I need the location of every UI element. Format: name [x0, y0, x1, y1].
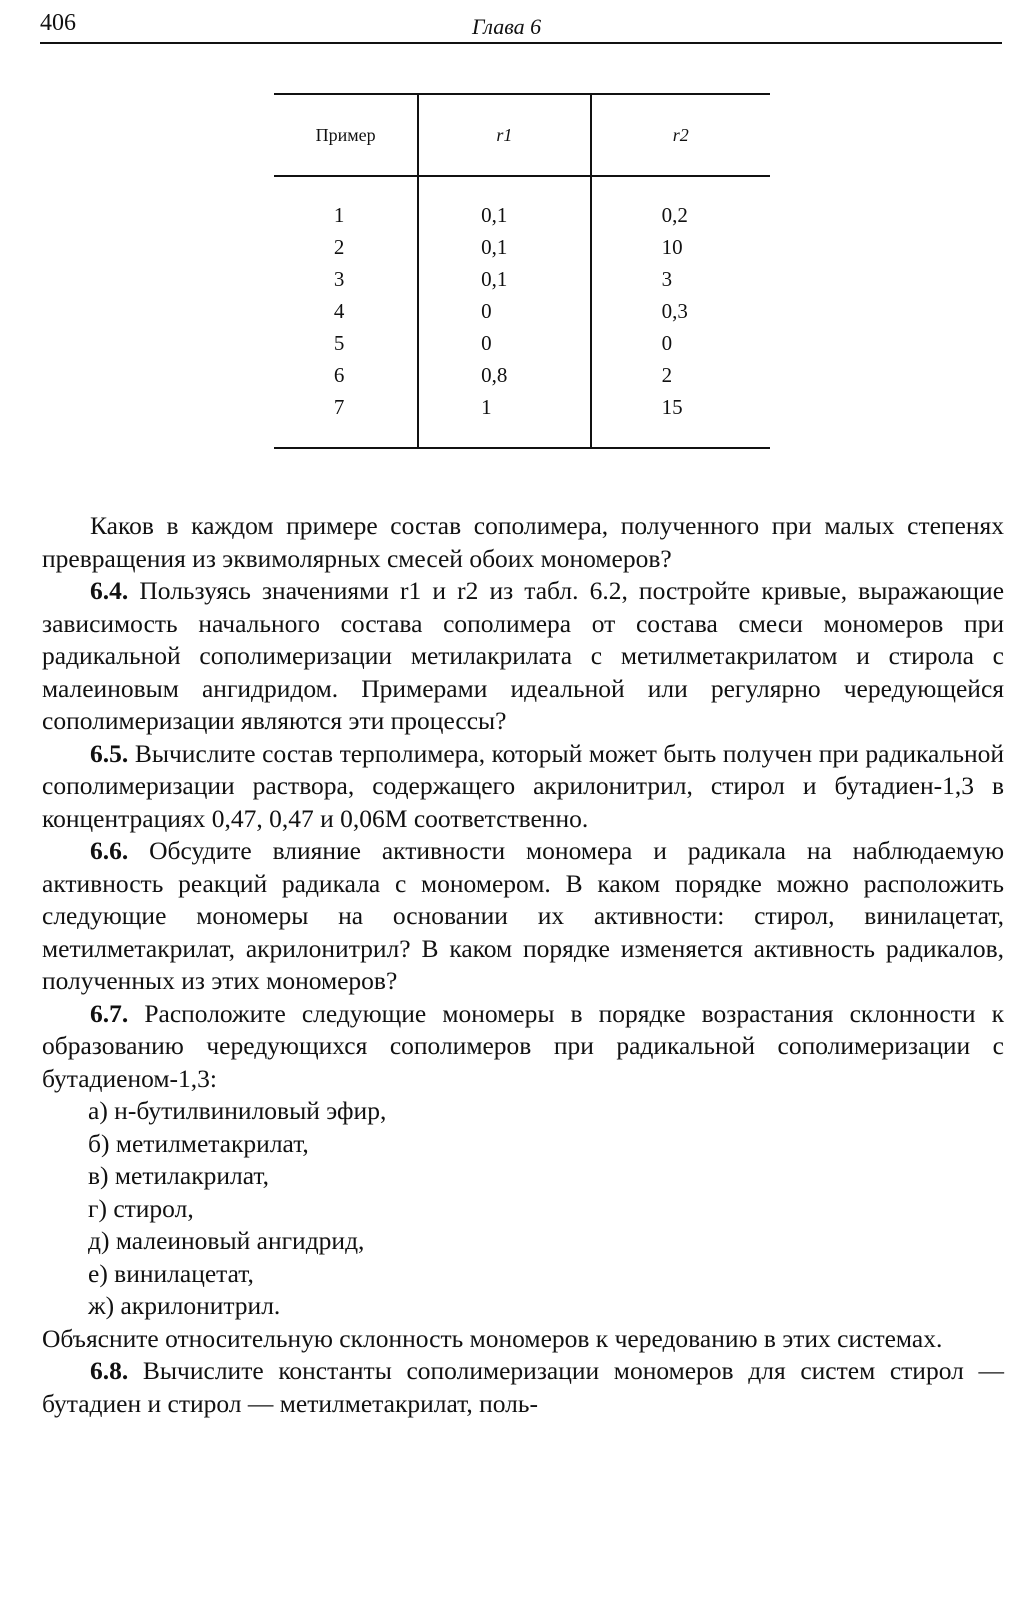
cell-r1: 0,8	[418, 359, 590, 391]
list-item: г) стирол,	[88, 1193, 194, 1223]
table-row	[274, 359, 770, 391]
cell-r1: 0	[418, 295, 590, 327]
cell-r2: 10	[591, 231, 770, 263]
problem-6-7	[42, 998, 1004, 1096]
table-row	[274, 295, 770, 327]
cell-example: 4	[333, 299, 345, 323]
header-r2: r2	[591, 94, 770, 176]
cell-example: 3	[333, 267, 345, 291]
cell-r2: 15	[591, 391, 770, 448]
table-row	[274, 176, 770, 231]
cell-r1: 0,1	[418, 263, 590, 295]
cell-r2: 0,2	[591, 176, 770, 231]
cell-example: 7	[274, 391, 418, 448]
table-row	[274, 231, 770, 263]
cell-r2: 3	[591, 263, 770, 295]
problem-text: Расположите следующие мономеры в порядке возрастания склонности к образованию чередующихся сополимеров при радикальной сополимеризации с бутадиеном-1,3:	[42, 998, 1005, 1093]
problem-6-5	[42, 738, 1004, 836]
header-r1: r1	[418, 94, 590, 176]
paragraph-intro: Каков в каждом примере состав сополимера, полученного при малых степенях превращения из эквимолярных смесей обоих мономеров?	[42, 511, 1004, 573]
cell-r1: 0	[418, 327, 590, 359]
list-item: в) метилакрилат,	[88, 1161, 269, 1190]
list-item: ж) акрилонитрил.	[88, 1291, 281, 1320]
list-item: а) н-бутилвиниловый эфир,	[88, 1096, 387, 1125]
chapter-title: Глава 6	[472, 14, 542, 39]
table-row	[274, 327, 770, 359]
problem-text: Вычислите состав терполимера, который может быть получен при радикальной сополимеризации раствора, содержащего акрилонитрил, стирол и бутадиен-1,3 в концентрациях 0,47, 0,47 и 0,06M соответственно.	[42, 738, 1004, 833]
header-rule	[40, 42, 1002, 44]
page-number: 406	[40, 10, 76, 36]
problem-number: 6.8.	[90, 1356, 129, 1385]
body-text	[42, 510, 1004, 1420]
page-header	[40, 10, 1000, 44]
list-item: д) малеиновый ангидрид,	[88, 1226, 365, 1255]
problem-6-6	[42, 835, 1004, 998]
paragraph-explain: Объясните относительную склонность мономеров к чередованию в этих системах.	[42, 1323, 943, 1353]
problem-text: Пользуясь значениями r1 и r2 из табл. 6.2, постройте кривые, выражающие зависимость начального состава сополимера от состава смеси мономеров при радикальной сополимеризации метилакрилата с метилметакрилатом и стирола с малеиновым ангидридом. Примерами идеальной или регулярно чередующейся сополимеризации являются эти процессы?	[42, 576, 1005, 735]
problem-text: Вычислите константы сополимеризации мономеров для систем стирол — бутадиен и стирол — метилметакрилат, поль-	[42, 1356, 1004, 1418]
problem-number: 6.4.	[90, 576, 129, 605]
cell-r1: 0,1	[418, 231, 590, 263]
cell-r1: 0,1	[418, 176, 590, 231]
cell-r1: 1	[418, 391, 590, 448]
table-row	[274, 391, 770, 448]
cell-r2: 0	[591, 327, 770, 359]
reactivity-ratio-table	[274, 93, 770, 449]
header-example: Пример	[274, 94, 418, 176]
cell-example: 5	[333, 331, 345, 355]
problem-6-8	[42, 1355, 1004, 1420]
problem-number: 6.5.	[90, 738, 129, 768]
cell-example: 1	[333, 203, 345, 227]
table-header-row	[274, 94, 770, 176]
problem-6-4	[42, 575, 1004, 738]
problem-number: 6.7.	[90, 998, 129, 1028]
table-row	[274, 263, 770, 295]
cell-example: 2	[333, 235, 345, 259]
cell-example: 6	[333, 363, 345, 387]
cell-r2: 0,3	[591, 295, 770, 327]
problem-number: 6.6.	[90, 836, 129, 865]
list-item: е) винилацетат,	[88, 1258, 254, 1288]
list-item: б) метилметакрилат,	[88, 1128, 309, 1158]
problem-text: Обсудите влияние активности мономера и радикала на наблюдаемую активность реакций радикала с мономером. В каком порядке можно расположить следующие мономеры на основании их активности: стирол, винилацетат, метилметакрилат, акрилонитрил? В каком порядке изменяется активность радикалов, полученных из этих мономеров?	[42, 836, 1004, 995]
cell-r2: 2	[591, 359, 770, 391]
